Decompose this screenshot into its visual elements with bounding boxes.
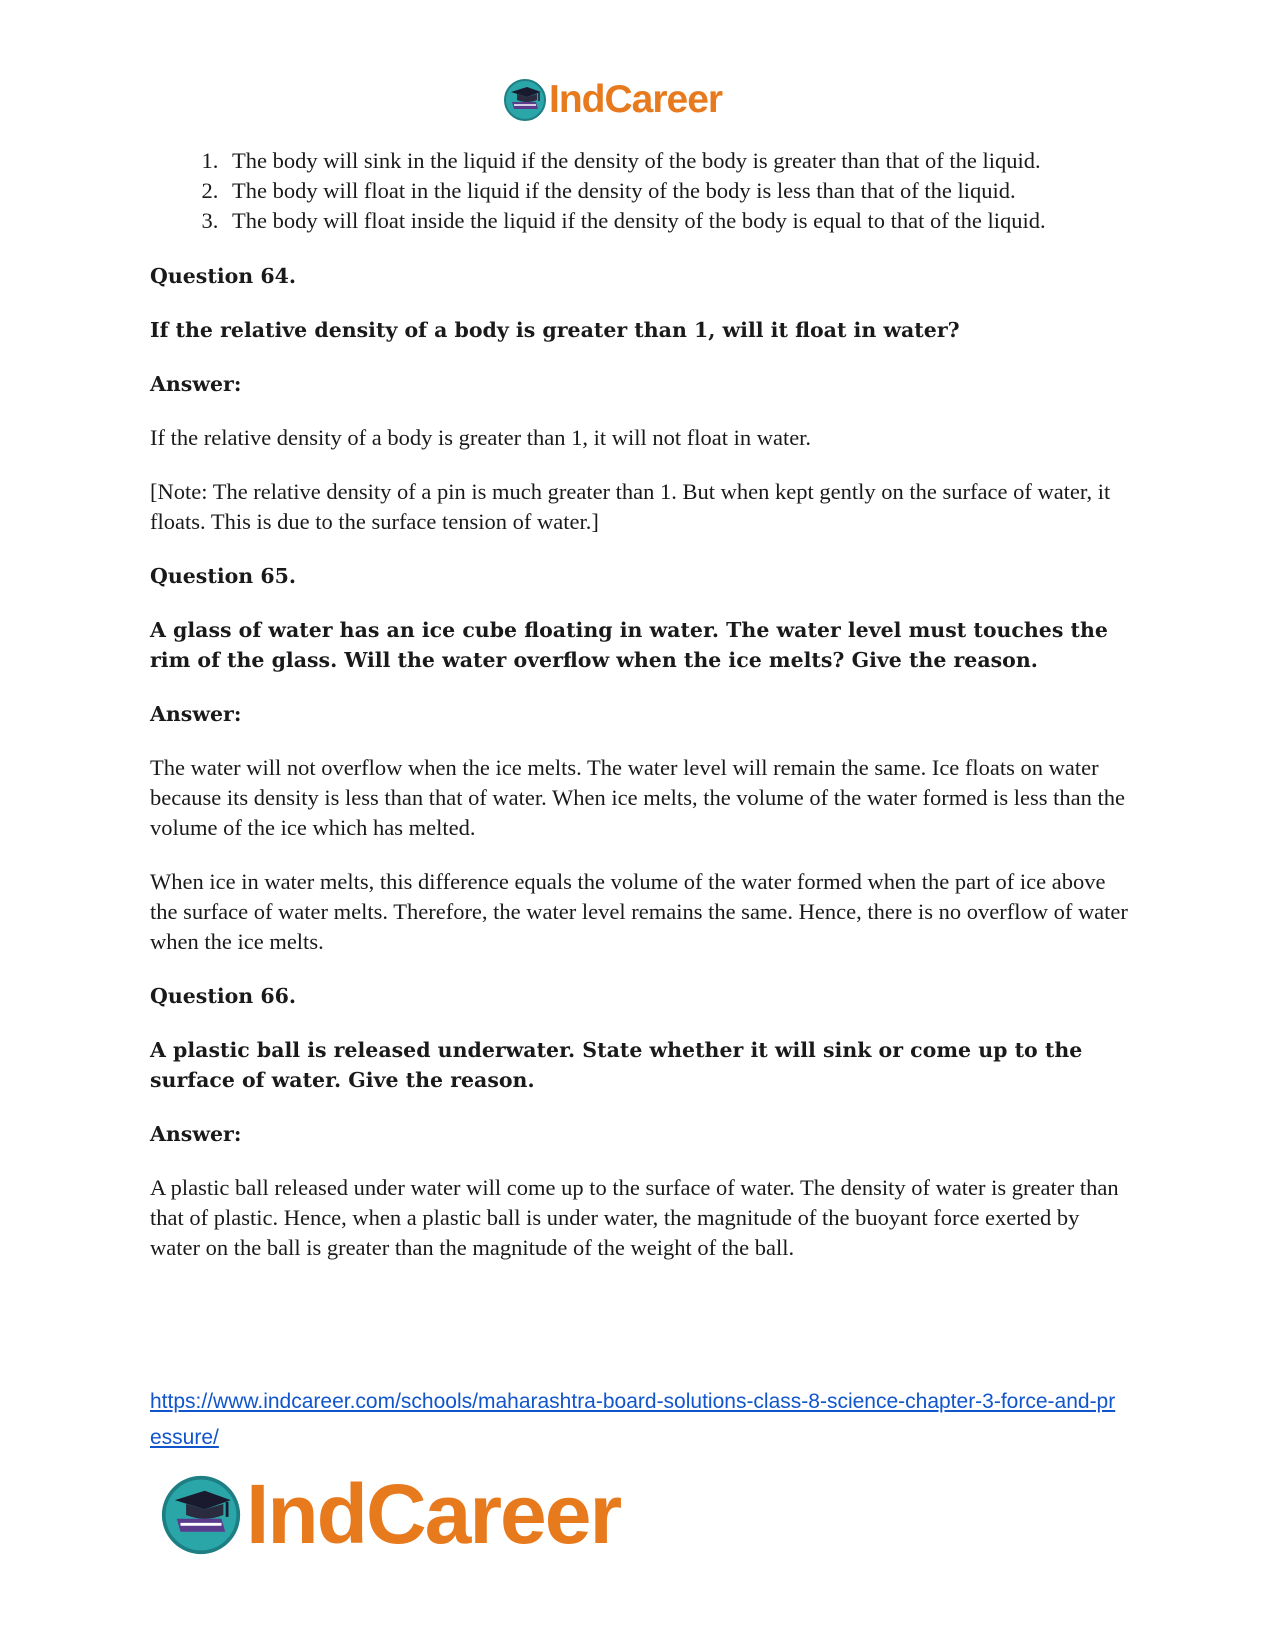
graduation-cap-book-globe-icon [503, 78, 547, 122]
list-item: 1. The body will sink in the liquid if the density of the body is greater than that of the liquid. [224, 146, 1130, 176]
graduation-cap-book-globe-icon [160, 1474, 242, 1556]
question-64-text: If the relative density of a body is greater than 1, will it float in water? [150, 318, 960, 342]
answer-66-paragraph: A plastic ball released under water will come up to the surface of water. The density of water is greater than that of plastic. Hence, when a plastic ball is under water, the magnitude of the buoyant force exerted by water on the ball is greater than the magnitude of the weight of the ball. [150, 1175, 1119, 1260]
question-65-label: Question 65. [150, 564, 296, 588]
answer-64-note: [Note: The relative density of a pin is much greater than 1. But when kept gently on the surface of water, it floats. This is due to the surface tension of water.] [150, 479, 1111, 534]
header-logo [503, 78, 722, 122]
logo-text: IndCareer [549, 78, 723, 121]
answer-65-paragraph: The water will not overflow when the ice melts. The water level will remain the same. Ice floats on water because its density is less than that of water. When ice melts, the volume of the water formed is less than the volume of the ice which has melted. [150, 755, 1125, 840]
list-item: 2. The body will float in the liquid if the density of the body is less than that of the liquid. [224, 176, 1130, 206]
answer-65-label: Answer: [150, 702, 242, 726]
footer-logo [160, 1466, 620, 1563]
answer-64-paragraph: If the relative density of a body is greater than 1, it will not float in water. [150, 425, 812, 450]
question-66-label: Question 66. [150, 984, 296, 1008]
document-content [150, 146, 1130, 1263]
answer-65-paragraph: When ice in water melts, this difference equals the volume of the water formed when the part of ice above the surface of water melts. Therefore, the water level remains the same. Hence, there is no overflow of water when the ice melts. [150, 869, 1128, 954]
answer-64-label: Answer: [150, 372, 242, 396]
list-item: 3. The body will float inside the liquid if the density of the body is equal to that of the liquid. [224, 206, 1130, 236]
answer-66-label: Answer: [150, 1122, 242, 1146]
question-64-label: Question 64. [150, 264, 296, 288]
density-points-list [150, 146, 1130, 236]
question-66-text: A plastic ball is released underwater. State whether it will sink or come up to the surface of water. Give the reason. [150, 1038, 1083, 1092]
source-link[interactable]: https://www.indcareer.com/schools/maharashtra-board-solutions-class-8-science-chapter-3-force-and-pressure/ [150, 1390, 1116, 1449]
logo-text: IndCareer [246, 1467, 621, 1561]
question-65-text: A glass of water has an ice cube floating in water. The water level must touches the rim of the glass. Will the water overflow when the ice melts? Give the reason. [150, 618, 1108, 672]
